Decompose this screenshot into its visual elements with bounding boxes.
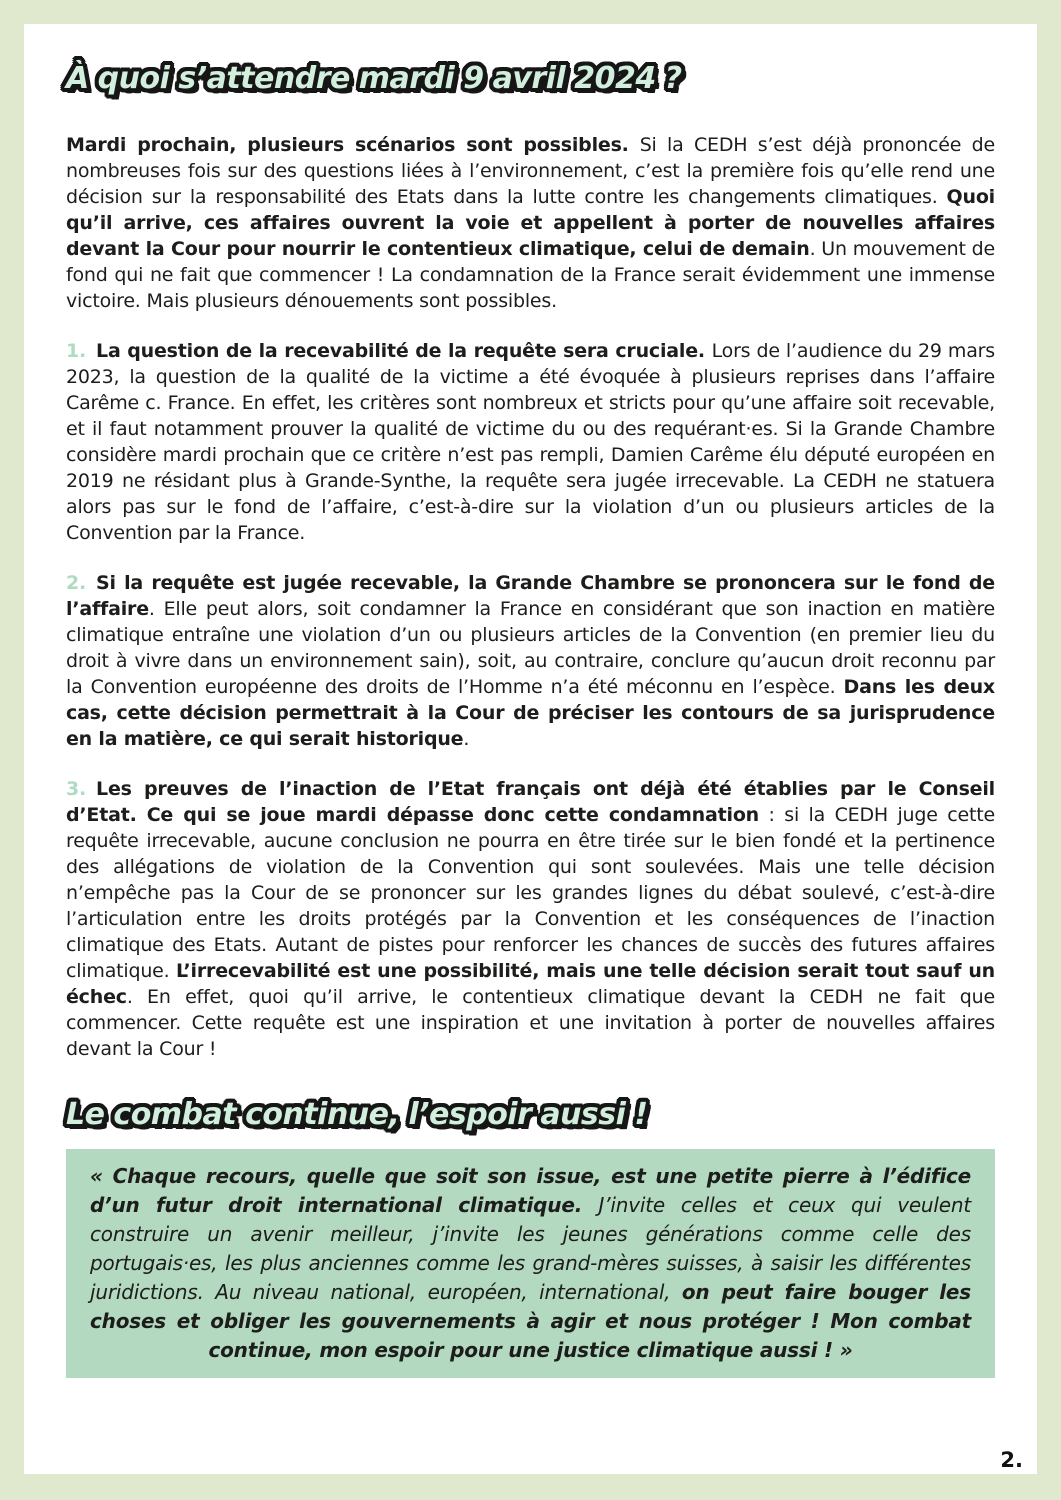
point-text-2: Si la requête est jugée recevable, la Grande Chambre se prononcera sur le fond de l’affaire. Elle peut alors, soit condamner la France en considérant que son inaction en matière climatique entraîne une violation d’un ou plusieurs articles de la Convention (en premier lieu du droit à vivre dans un environnement sain), soit, au contraire, conclure qu’aucun droit reconnu par la Convention européenne des droits de l’Homme n’a été méconnu en l’espèce. Dans les deux cas, cette décision permettrait à la Cour de préciser les contours de sa jurisprudence en la matière, ce qui serait historique.: [66, 571, 995, 750]
page-number: 2.: [1000, 1448, 1023, 1472]
numbered-point-3: [66, 776, 995, 1062]
intro-paragraph: Mardi prochain, plusieurs scénarios sont possibles. Si la CEDH s’est déjà prononcée de nombreuses fois sur des questions liées à l’environnement, c’est la première fois qu’elle rend une décision sur la responsabilité des Etats dans la lutte contre les changements climatiques. Quoi qu’il arrive, ces affaires ouvrent la voie et appellent à porter de nouvelles affaires devant la Cour pour nourrir le contentieux climatique, celui de demain. Un mouvement de fond qui ne fait que commencer ! La condamnation de la France serait évidemment une immense victoire. Mais plusieurs dénouements sont possibles.: [66, 133, 995, 312]
numbered-point-1: [66, 338, 995, 546]
quote-block: « Chaque recours, quelle que soit son issue, est une petite pierre à l’édifice d’un futur droit international climatique. J’invite celles et ceux qui veulent construire un avenir meilleur, j’invite les jeunes générations comme celle des portugais·es, les plus anciennes comme les grand-mères suisses, à saisir les différentes juridictions. Au niveau national, européen, international, on peut faire bouger les choses et obliger les gouvernements à agir et nous protéger ! Mon combat continue, mon espoir pour une justice climatique aussi ! »: [66, 1149, 995, 1378]
secondary-title: Le combat continue, l’espoir aussi !: [66, 1096, 648, 1132]
point-number-1: 1.: [66, 339, 87, 362]
point-text-3: Les preuves de l’inaction de l’Etat français ont déjà été établies par le Conseil d’Etat. Ce qui se joue mardi dépasse donc cette condamnation : si la CEDH juge cette requête irrecevable, aucune conclusion ne pourra en être tirée sur le bien fondé et la pertinence des allégations de violation de la Convention qui sont soulevées. Mais une telle décision n’empêche pas la Cour de se prononcer sur les grandes lignes du débat soulevé, c’est-à-dire l’articulation entre les droits protégés par la Convention et les conséquences de l’inaction climatique des Etats. Autant de pistes pour renforcer les chances de succès des futures affaires climatique. L’irrecevabilité est une possibilité, mais une telle décision serait tout sauf un échec. En effet, quoi qu’il arrive, le contentieux climatique devant la CEDH ne fait que commencer. Cette requête est une inspiration et une invitation à porter de nouvelles affaires devant la Cour !: [66, 777, 996, 1060]
document-page: [24, 24, 1037, 1474]
point-number-2: 2.: [66, 571, 87, 594]
point-number-3: 3.: [66, 777, 87, 800]
point-text-1: La question de la recevabilité de la requête sera cruciale. Lors de l’audience du 29 mars 2023, la question de la qualité de la victime a été évoquée à plusieurs reprises dans l’affaire Carême c. France. En effet, les critères sont nombreux et stricts pour qu’une affaire soit recevable, et il faut notamment prouver la qualité de victime du ou des requérant·es. Si la Grande Chambre considère mardi prochain que ce critère n’est pas rempli, Damien Carême élu député européen en 2019 ne résidant plus à Grande-Synthe, la requête sera jugée irrecevable. La CEDH ne statuera alors pas sur le fond de l’affaire, c’est-à-dire sur la violation d’un ou plusieurs articles de la Convention par la France.: [66, 339, 995, 544]
numbered-point-2: [66, 570, 995, 752]
main-title: À quoi s’attendre mardi 9 avril 2024 ?: [66, 61, 682, 96]
